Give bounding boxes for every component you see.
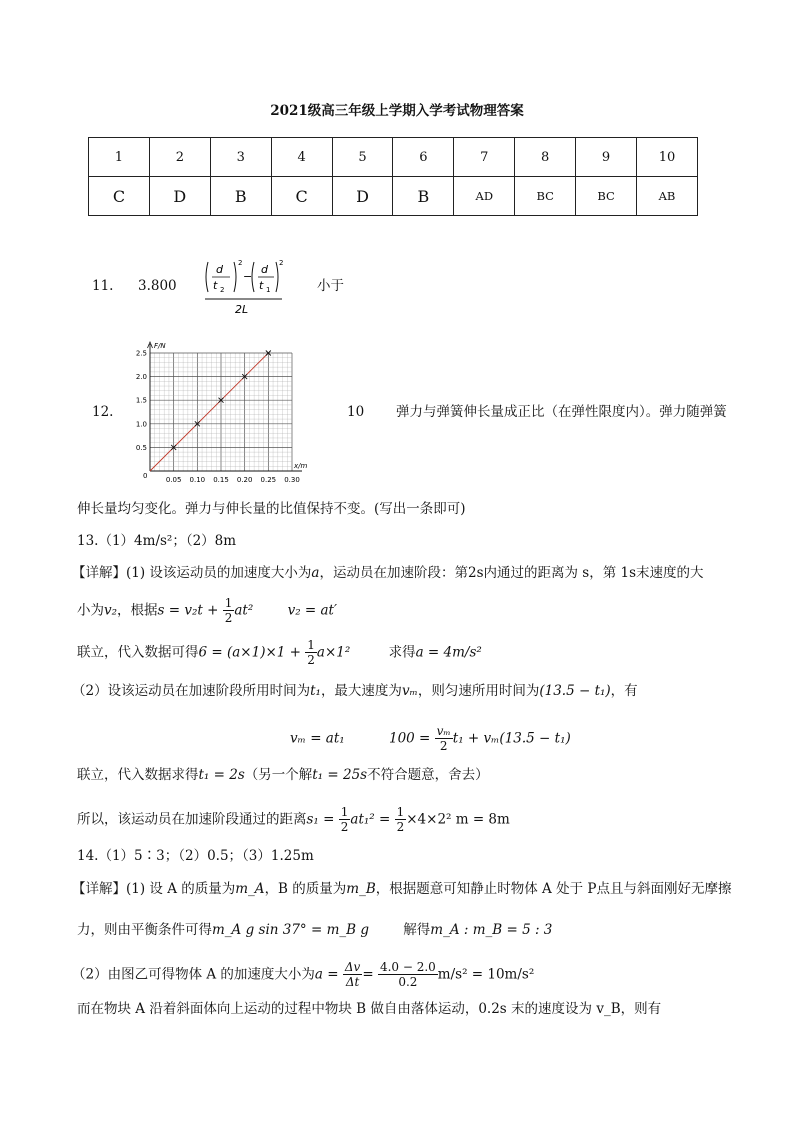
- q11-number: 11.: [92, 278, 114, 294]
- q12-text-line2: 伸长量均匀变化。弹力与伸长量的比值保持不变。(写出一条即可): [77, 501, 466, 517]
- q12-chart: [126, 340, 312, 488]
- q11-t2: t: [213, 279, 218, 292]
- x-tick-label: 0.25: [260, 476, 277, 484]
- y-tick-label: 2.5: [135, 349, 147, 358]
- answer-cell: AD: [454, 177, 515, 216]
- answer-table: [88, 137, 698, 216]
- q13-p4-vm: vₘ: [401, 683, 418, 699]
- q13-line2: [77, 596, 337, 626]
- y-tick-label: 0.5: [135, 443, 147, 452]
- question-number-cell: 7: [454, 138, 515, 177]
- q14-p3-a: a =: [314, 966, 339, 983]
- q13-p4c: ，则匀速所用时间为: [417, 683, 540, 699]
- answer-cell: C: [271, 177, 332, 216]
- q13-p1b: ，运动员在加速阶段：第2s内通过的距离为 s，第 1s末速度的大: [319, 565, 704, 581]
- q13-p3a: 联立，代入数据可得: [77, 644, 199, 661]
- q13-p4a: （2）设该运动员在加速阶段所用时间为: [72, 683, 311, 699]
- x-axis-label: x/m: [294, 462, 308, 470]
- q13-p7-s1: s₁ =: [306, 811, 335, 828]
- q13-header: 13.（1）4m/s²；（2）8m: [77, 533, 237, 549]
- q12-value: 10: [347, 404, 365, 420]
- fraction-denominator: 2: [340, 820, 349, 835]
- q11-denominator: 2L: [235, 303, 249, 316]
- q13-p3-fraction: [305, 638, 317, 668]
- q11-minus: −: [243, 270, 253, 283]
- q11-sub1: 1: [266, 286, 271, 294]
- answer-cell: D: [332, 177, 393, 216]
- q13-eq2: v₂ = at′: [287, 602, 338, 619]
- q13-p3-result: a = 4m/s²: [415, 644, 482, 661]
- q13-p3-eq-lhs: 6 = (a×1)×1 +: [198, 644, 301, 661]
- page-title: 2021级高三年级上学期入学考试物理答案: [270, 103, 524, 119]
- question-number-cell: 1: [89, 138, 150, 177]
- q13-p4-expr: (13.5 − t₁): [539, 683, 611, 699]
- q13-p4b: ，最大速度为: [320, 683, 402, 699]
- answer-cell: BC: [515, 177, 576, 216]
- q13-p5-fraction: [435, 724, 453, 754]
- q14-p3-rhs: m/s² = 10m/s²: [437, 966, 535, 983]
- q13-eq1-lhs: s = v₂t +: [157, 602, 219, 619]
- fit-line: [150, 353, 268, 471]
- x-tick-label: 0.30: [284, 476, 300, 484]
- q14-p1-mb: m_B: [346, 881, 376, 897]
- q14-p2-eq: m_A g sin 37° = m_B g: [212, 922, 369, 938]
- fraction-denominator: 2: [307, 653, 315, 668]
- q13-p7-rhs: ×4×2² m = 8m: [406, 811, 510, 828]
- q13-p7-mid: at₁² =: [350, 811, 391, 828]
- q13-p7-fraction2: [395, 805, 407, 835]
- answer-cell: BC: [576, 177, 637, 216]
- question-number-cell: 6: [393, 138, 454, 177]
- y-tick-label: 2.0: [135, 373, 147, 382]
- question-number-cell: 5: [332, 138, 393, 177]
- answer-cell: AB: [637, 177, 698, 216]
- q13-p3-eq-rhs: a×1²: [316, 644, 351, 661]
- x-tick-label: 0.10: [189, 476, 206, 484]
- q13-p4-t1: t₁: [310, 683, 321, 699]
- y-tick-label: 1.0: [135, 420, 147, 429]
- q13-p2a: 小为: [77, 602, 104, 619]
- q13-p1a: (1) 设该运动员的加速度大小为: [126, 565, 312, 581]
- spring-force-chart: [126, 340, 312, 488]
- q14-p3-fraction2: [378, 960, 438, 990]
- right-paren-2: [276, 262, 278, 292]
- detail-tag: 【详解】: [72, 565, 126, 581]
- q14-p2a: 力，则由平衡条件可得: [77, 922, 212, 938]
- x-tick-label: 0.20: [236, 476, 253, 484]
- q13-p5-eq1: vₘ = at₁: [290, 730, 345, 747]
- left-paren-2: [252, 262, 254, 292]
- q14-p1a: (1) 设 A 的质量为: [126, 881, 236, 897]
- q14-line4: 而在物块 A 沿着斜面体向上运动的过程中物块 B 做自由落体运动，0.2s 末的速度设为 v_B，则有: [77, 1001, 662, 1017]
- fraction-denominator: 2: [439, 739, 448, 754]
- answer-table-number-row: [89, 138, 698, 177]
- q13-p7-fraction1: [339, 805, 351, 835]
- q14-header: 14.（1）5∶3；（2）0.5；（3）1.25m: [77, 848, 314, 864]
- question-number-cell: 3: [210, 138, 271, 177]
- fraction-numerator: 1: [224, 596, 233, 610]
- question-number-cell: 10: [637, 138, 698, 177]
- q14-p3-fraction1: [343, 960, 362, 990]
- fraction-denominator: 2: [396, 820, 405, 835]
- q12-number: 12.: [92, 404, 114, 420]
- fraction-numerator: 1: [340, 805, 349, 819]
- q13-line3: [77, 638, 482, 668]
- q11-sq1: 2: [238, 259, 243, 267]
- q14-line1: [72, 881, 731, 897]
- question-number-cell: 9: [576, 138, 637, 177]
- q13-p6c: 不符合题意，舍去）: [367, 767, 489, 783]
- answer-table-answer-row: [89, 177, 698, 216]
- fraction-numerator: 4.0 − 2.0: [379, 960, 436, 974]
- q13-line7: [77, 805, 510, 835]
- q13-p7a: 所以，该运动员在加速阶段通过的距离: [77, 811, 307, 828]
- answer-cell: C: [89, 177, 150, 216]
- answer-cell: B: [210, 177, 271, 216]
- question-number-cell: 4: [271, 138, 332, 177]
- q11-sq2: 2: [279, 259, 284, 267]
- q14-p2-result: m_A : m_B = 5 : 3: [430, 922, 553, 938]
- q14-p3a: （2）由图乙可得物体 A 的加速度大小为: [72, 966, 315, 983]
- q14-p1b: ，B 的质量为: [264, 881, 347, 897]
- q11-expression-svg: [203, 258, 283, 318]
- q13-p6a: 联立，代入数据求得: [77, 767, 199, 783]
- fraction-numerator: vₘ: [436, 724, 451, 738]
- q13-p6-t1: t₁ = 2s: [198, 767, 245, 783]
- fraction-denominator: 2: [224, 611, 233, 626]
- q13-p6-t1b: t₁ = 25s: [312, 767, 368, 783]
- q13-p6b: （另一个解: [244, 767, 313, 783]
- origin-label: 0: [143, 472, 148, 480]
- q14-p1c: ，根据题意可知静止时物体 A 处于 P点且与斜面刚好无摩擦: [375, 881, 732, 897]
- detail-tag: 【详解】: [72, 881, 126, 897]
- answer-cell: D: [149, 177, 210, 216]
- answer-cell: B: [393, 177, 454, 216]
- q14-p2b: 解得: [403, 922, 431, 938]
- y-tick-label: 1.5: [135, 396, 147, 405]
- q14-p3-eq: =: [362, 966, 374, 983]
- q13-line4: [72, 683, 638, 699]
- x-tick-label: 0.15: [213, 476, 229, 484]
- question-number-cell: 2: [149, 138, 210, 177]
- q13-p3b: 求得: [388, 644, 416, 661]
- q11-conclusion: 小于: [317, 278, 344, 294]
- q11-d1: d: [216, 263, 223, 276]
- right-paren-1: [234, 262, 236, 292]
- fraction-numerator: 1: [396, 805, 405, 819]
- q11-d2: d: [261, 263, 268, 276]
- q13-p5-eq2-rhs: t₁ + vₘ(13.5 − t₁): [452, 730, 571, 747]
- question-number-cell: 8: [515, 138, 576, 177]
- q13-p5-eq2-lhs: 100 =: [388, 730, 431, 747]
- q13-p2-v2: v₂: [104, 602, 118, 619]
- x-tick-label: 0.05: [165, 476, 182, 484]
- q14-line3: [72, 960, 534, 990]
- q12-text-line1: 弹力与弹簧伸长量成正比（在弹性限度内）。弹力随弹簧: [396, 404, 727, 420]
- left-paren-1: [206, 262, 208, 292]
- fraction-numerator: 1: [307, 638, 315, 652]
- q13-line1: [72, 565, 704, 581]
- q11-sub2: 2: [220, 286, 225, 294]
- q11-expression: [203, 258, 283, 318]
- fraction-numerator: Δv: [344, 960, 361, 974]
- y-axis-label: F/N: [154, 342, 166, 350]
- fraction-denominator: 0.2: [398, 975, 418, 990]
- q13-eq1-fraction: [223, 596, 235, 626]
- q13-p1-a: a: [311, 565, 320, 581]
- q14-p1-ma: m_A: [235, 881, 265, 897]
- q13-line5: [290, 724, 571, 754]
- q13-line6: [77, 767, 489, 783]
- q13-p2b: ，根据: [117, 602, 158, 619]
- q13-p4d: ，有: [610, 683, 638, 699]
- q11-value: 3.800: [138, 278, 177, 294]
- fraction-denominator: Δt: [345, 975, 360, 990]
- q14-line2: [77, 922, 552, 938]
- q11-t1: t: [259, 279, 264, 292]
- q13-eq1-rhs: at²: [234, 602, 254, 619]
